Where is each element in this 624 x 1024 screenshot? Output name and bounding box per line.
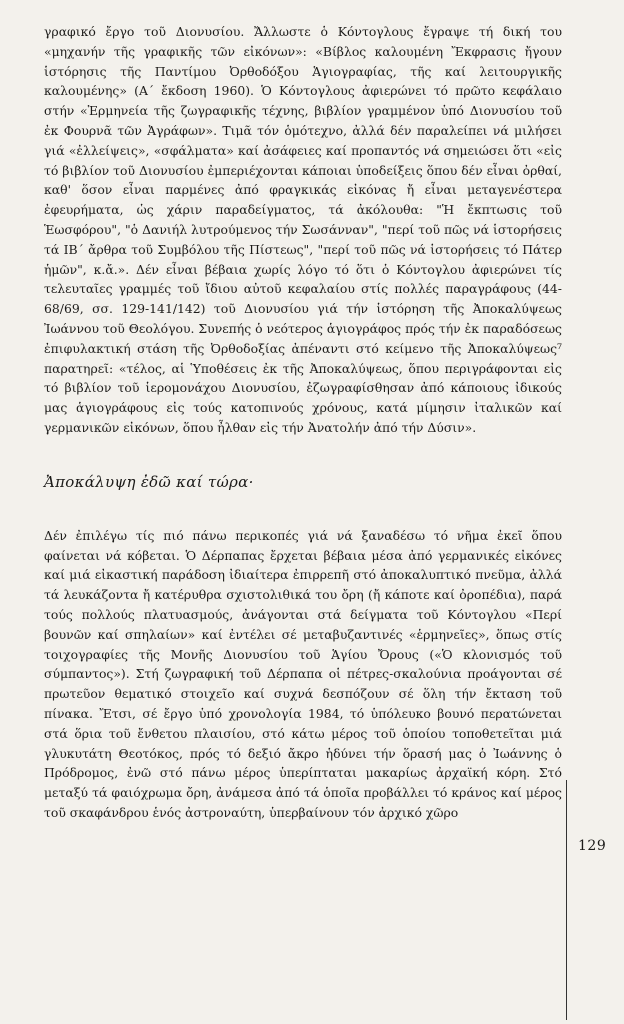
page-number: 129 bbox=[578, 838, 607, 854]
text-column bbox=[44, 22, 562, 823]
section-heading: Ἀποκάλυψη ἐδῶ καί τώρα· bbox=[44, 472, 254, 491]
margin-rule bbox=[566, 780, 567, 1020]
body-paragraph-1: γραφικό ἔργο τοῦ Διονυσίου. Ἄλλωστε ὁ Κόντογλους ἔγραψε τή δική του «μηχανήν τῆς γραφικῆς τῶν εἰκόνων»: «Βίβλος καλουμένη Ἔκφρασις ἤγουν ἱστόρησις τῆς Παντίμου Ὀρθοδόξου Ἁγιογραφίας, τῆς καί λειτουργικῆς καλουμένης» (Α΄ ἔκδοση 1960). Ὁ Κόντογλους ἀφιερώνει τό πρῶτο κεφάλαιο στήν «Ἑρμηνεία τῆς ζωγραφικῆς τέχνης, βιβλίον γραμμένον ὑπό Διονυσίου τοῦ ἐκ Φουρνᾶ τῶν Ἀγράφων». Τιμᾶ τόν ὁμότεχνο, ἀλλά δέν παραλείπει νά μιλήσει γιά «ἐλλείψεις», «σφάλματα» καί ἀσάφειες καί προπαντός νά σημειώσει ὅτι «εἰς τό βιβλίον τοῦ Διονυσίου ἐμπεριέχονται κάποιαι ὑποδείξεις ὅπου δέν εἶναι ὀρθαί, καθ' ὅσον εἶναι παρμένες ἀπό φραγκικάς εἰκόνας ἤ εἶναι μεταγενέστερα ἐφευρήματα, ὡς χάριν παραδείγματος, τά ἀκόλουθα: "Ἡ ἔκπτωσις τοῦ Ἑωσφόρου", "ὁ Δανιήλ λυτρούμενος τήν Σωσάνναν", "περί τοῦ πῶς νά ἱστορήσεις τά ΙΒ΄ ἄρθρα τοῦ Συμβόλου τῆς Πίστεως", "περί τοῦ πῶς νά ἱστορήσεις τό Πάτερ ἡμῶν", κ.ἄ.». Δέν εἶναι βέβαια χωρίς λόγο τό ὅτι ὁ Κόντογλου ἀφιερώνει τίς τελευταῖες γραμμές τοῦ ἴδιου αὐτοῦ κεφαλαίου στίς πολλές παραγράφους (44-68/69, σσ. 129-141/142) τοῦ Διονυσίου γιά τήν ἱστόρηση τῆς Ἀποκαλύψεως Ἰωάννου τοῦ Θεολόγου. Συνεπής ὁ νεότερος ἁγιογράφος πρός τήν ἐκ παραδόσεως ἐπιφυλακτική στάση τῆς Ὀρθοδοξίας ἀπέναντι στό κείμενο τῆς Ἀποκαλύψεως⁷ παρατηρεῖ: «τέλος, αἱ Ὑποθέσεις ἐκ τῆς Ἀποκαλύψεως, ὅπου περιγράφονται εἰς τό βιβλίον τοῦ ἱερομονάχου Διονυσίου, ἐζωγραφίσθησαν ἀπό κάποιους ἰδικούς μας ἁγιογράφους εἰς τούς κατοπινούς χρόνους, κατά μίμησιν ἰταλικῶν καί γερμανικῶν εἰκόνων, ὅπου ἦλθαν εἰς τήν Ἀνατολήν ἀπό τήν Δύσιν». bbox=[44, 24, 562, 435]
body-paragraph-2: Δέν ἐπιλέγω τίς πιό πάνω περικοπές γιά νά ξαναδέσω τό νῆμα ἐκεῖ ὅπου φαίνεται νά κόβεται. Ὁ Δέρπαπας ἔρχεται βέβαια μέσα ἀπό γερμανικές εἰκόνες καί μιά εἰκαστική παράδοση ἰδιαίτερα ἐπιρρεπῆ στό ἀποκαλυπτικό πνεῦμα, ἀλλά τά λευκάζοντα ἤ κατέρυθρα σχιστολιθικά του ὄρη (ἤ κάποτε καί ὀροπέδια), παρά τούς πολλούς πλατυασμούς, ἀνάγονται στά δείγματα τοῦ Κόντογλου «Περί βουνῶν καί σπηλαίων» καί ἐντέλει σέ μεταβυζαντινές «ἑρμηνεῖες», ὅπως στίς τοιχογραφίες τῆς Μονῆς Διονυσίου τοῦ Ἁγίου Ὄρους («Ὁ κλονισμός τοῦ σύμπαντος»). Στή ζωγραφική τοῦ Δέρπαπα οἱ πέτρες-σκαλούνια προάγονται σέ πρωτεῦον θεματικό στοιχεῖο καί συχνά δεσπόζουν σέ ὅλη τήν ἔκταση τοῦ πίνακα. Ἔτσι, σέ ἔργο ὑπό χρονολογία 1984, τό ὑπόλευκο βουνό περατώνεται στά ὅρια τοῦ ἔνθετου πλαισίου, στό κάτω μέρος τοῦ ὁποίου τοποθετεῖται μιά γλυκυτάτη Θεοτόκος, πρός τό δεξιό ἄκρο ἡδύνει τήν ὅρασή μας ὁ Ἰωάννης ὁ Πρόδρομος, ἐνῶ στό πάνω μέρος ὑπερίπταται μακαρίως ἀρχαϊκή κόρη. Στό μεταξύ τά φαιόχρωμα ὄρη, ἀνάμεσα ἀπό τά ὁποῖα προβάλλει τό κράνος καί μέρος τοῦ σκαφάνδρου ἑνός ἀστροναύτη, ὑπερβαίνουν τόν ἀρχικό χῶρο bbox=[44, 527, 562, 820]
